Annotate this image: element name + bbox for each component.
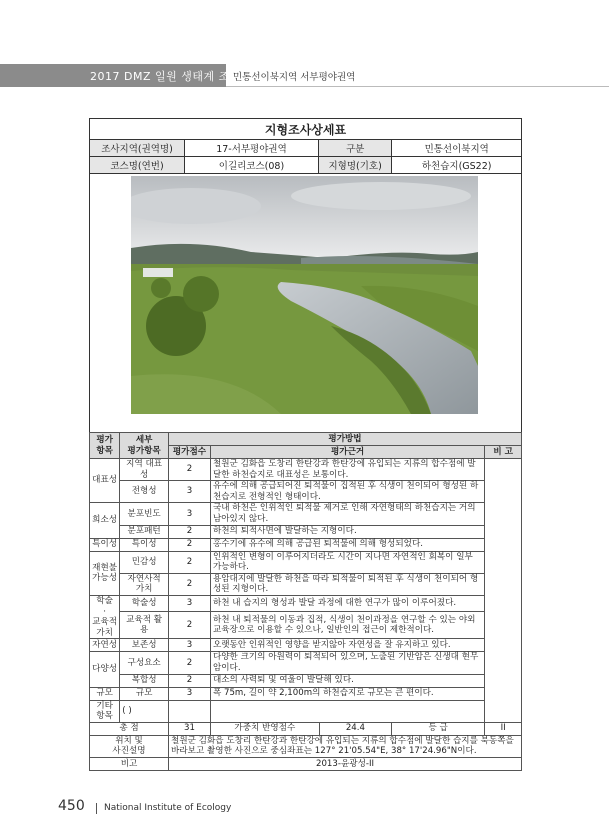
basis: 다양한 크기의 아원력이 퇴적되어 있으며, 노출된 기반암은 신생대 현무암이다. [210,652,484,674]
basis: 유수에 의해 공급되어진 퇴적물이 집적된 후 식생이 천이되어 형성된 하천습지로 전형적인 형태이다. [210,481,484,503]
head-item: 평가 항목 [90,433,120,459]
report-title: 2017 DMZ 일원 생태계 조사 [90,70,241,83]
cell-value: 하천습지(GS22) [392,157,522,174]
report-subtitle: 민통선이북지역 서부평야권역 [233,72,356,83]
group-label: 학술 · 교육적 가치 [90,595,120,638]
score: 3 [169,481,211,503]
score: 2 [169,525,211,538]
sub-item: 규모 [120,687,169,700]
basis: 인위적인 변형이 이루어지더라도 시간이 지나면 자연적인 회복이 일부 가능하다. [210,551,484,573]
score: 2 [169,652,211,674]
basis: 대소의 사력퇴 및 여울이 발달해 있다. [210,674,484,687]
head-score: 평가점수 [169,446,211,459]
group-label: 희소성 [90,503,120,538]
remark-text: 2013-윤광성-II [169,757,522,770]
head-note: 비 고 [485,446,522,459]
score: 3 [169,687,211,700]
sub-item: 특이성 [120,538,169,551]
score: 2 [169,459,211,481]
basis: 홍수기에 유수에 의해 공급된 퇴적물에 의해 형성되었다. [210,538,484,551]
basis: 철원군 김화읍 도창리 한탄강과 한탄강에 유입되는 지류의 합수점에 발달한 하천습지로 대표성은 보통이다. [210,459,484,481]
basis [210,700,484,722]
score: 3 [169,595,211,611]
weighted-value: 24.4 [319,723,391,735]
total-value: 31 [169,722,211,735]
sub-item: 복합성 [120,674,169,687]
cell-label: 지형명(기호) [318,157,391,174]
total-label: 총 점 [90,722,169,735]
weighted-cell [210,722,484,735]
cell-label: 구분 [318,140,391,157]
footer-org: National Institute of Ecology [104,803,232,813]
location-label: 위치 및 사진설명 [90,735,169,757]
group-label: 특이성 [90,538,120,551]
score: 2 [169,674,211,687]
basis: 하천 내 습지의 형성과 발달 과정에 대한 연구가 많이 이루어졌다. [210,595,484,611]
grade-label: 등 급 [428,723,448,734]
remark-label: 비고 [90,757,169,770]
cell-value: 민통선이북지역 [392,140,522,157]
grade-value: II [485,722,522,735]
evaluation-table [89,432,522,771]
basis: 하천 내 퇴적물의 이동과 집적, 식생이 천이과정을 연구할 수 있는 야외 교육장으로 이용할 수 있으나, 일반인의 접근이 제한적이다. [210,611,484,638]
score: 2 [169,573,211,595]
site-photo [131,176,478,414]
group-label: 대표성 [90,459,120,503]
header-divider [226,86,609,87]
cell-label: 조사지역(권역명) [90,140,185,157]
score: 2 [169,551,211,573]
footer-divider [96,803,97,814]
sub-item: 분포패턴 [120,525,169,538]
head-method: 평가방법 [169,433,522,446]
score: 3 [169,503,211,525]
group-label: 기타 항목 [90,700,120,722]
group-label: 자연성 [90,639,120,652]
head-sub: 세부 평가항목 [120,433,169,459]
sub-item: 학술성 [120,595,169,611]
basis: 하천의 퇴적사면에 발달하는 지형이다. [210,525,484,538]
sub-item: 보존성 [120,639,169,652]
group-label: 다양성 [90,652,120,687]
basis: 폭 75m, 길이 약 2,100m의 하천습지로 규모는 큰 편이다. [210,687,484,700]
sub-item: 분포빈도 [120,503,169,525]
cell-value: 이길리코스(08) [185,157,319,174]
page-number: 450 [58,798,85,814]
sub-item: 구성요소 [120,652,169,674]
basis: 용암대지에 발달한 하천을 따라 퇴적물이 퇴적된 후 식생이 천이되어 형성된 지형이다. [210,573,484,595]
note-cell [485,459,522,723]
group-label: 규모 [90,687,120,700]
basis: 국내 하천은 인위적인 퇴적물 제거로 인해 자연형태의 하천습지는 거의 남아있지 않다. [210,503,484,525]
survey-title: 지형조사상세표 [90,119,522,140]
score: 3 [169,639,211,652]
sub-item: 지역 대표성 [120,459,169,481]
cell-label: 코스명(연번) [90,157,185,174]
location-text: 철원군 김화읍 도창리 한탄강과 한탄강에 유입되는 지류의 합수점에 발달한 습지를 북동쪽을 바라보고 촬영한 사진으로 중심좌표는 127° 21'05.54"E, 38° 17'24.96"N이다. [169,735,522,757]
score [169,700,211,722]
sub-item: ( ) [120,700,169,722]
group-label: 재현불 가능성 [90,551,120,595]
sub-item: 교육적 활용 [120,611,169,638]
sub-item: 자연사적 가치 [120,573,169,595]
weighted-label: 가중치 반영점수 [211,723,319,735]
score: 2 [169,611,211,638]
basis: 오랫동안 인위적인 영향을 받지않아 자연성을 잘 유지하고 있다. [210,639,484,652]
score: 2 [169,538,211,551]
sub-item: 민감성 [120,551,169,573]
sub-item: 전형성 [120,481,169,503]
head-basis: 평가근거 [210,446,484,459]
cell-value: 17-서부평야권역 [185,140,319,157]
